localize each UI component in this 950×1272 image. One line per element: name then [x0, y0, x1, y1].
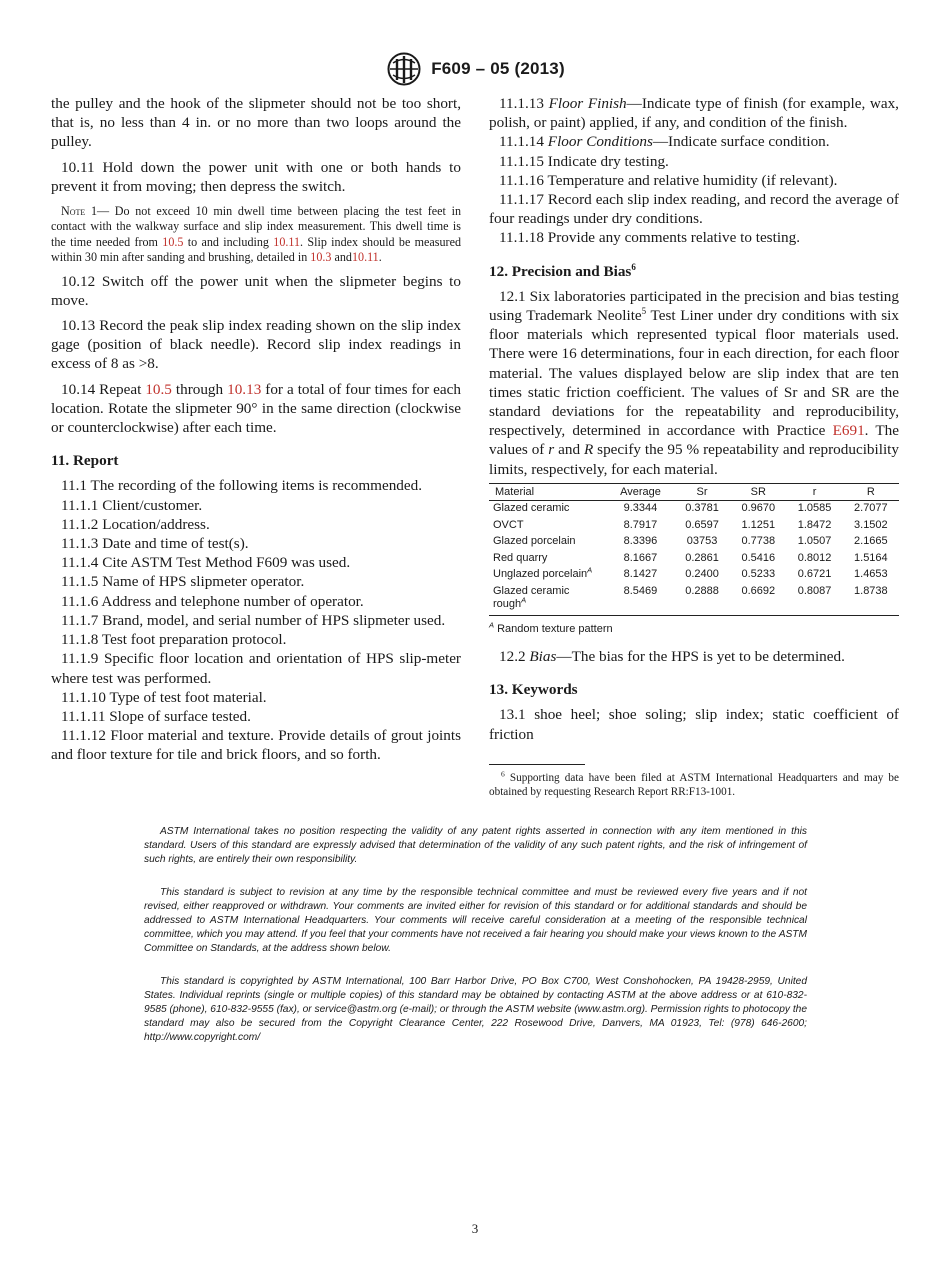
table-cell: 0.3781: [685, 502, 719, 515]
item-11-1-15: 11.1.15 Indicate dry testing.: [499, 152, 669, 170]
table-row: [489, 567, 899, 584]
table-row: [489, 551, 899, 568]
section-12-title: 12. Precision and Bias: [489, 262, 632, 280]
footnote-6: [489, 771, 899, 800]
footnote-text: Supporting data have been filed at ASTM International Headquarters and may be obtained by requesting Research Report RR:F13-1001.: [489, 771, 899, 799]
footnote-mark: 6: [501, 769, 505, 779]
astm-logo-icon: [385, 52, 423, 86]
p121-e: specify the 95 % repeatability and reproducibility limits, respectively, for each material.: [489, 441, 899, 478]
item-11-1-13: [489, 94, 899, 132]
item-11-1-3: 11.1.3 Date and time of test(s).: [61, 535, 249, 553]
right-column: [489, 94, 899, 800]
note-text-c: . Slip index should be measured within 30 min after sanding and brushing, detailed in: [51, 234, 461, 265]
material-name: Glazed ceramic: [493, 502, 570, 515]
table-row: [489, 584, 899, 616]
paragraph-12-2: [489, 647, 899, 666]
note-text-d: and: [331, 250, 352, 265]
table-cell: 03753: [686, 535, 718, 548]
table-cell-material: [489, 567, 607, 584]
table-cell: 1.5164: [854, 551, 888, 564]
table-cell: 1.0585: [797, 502, 832, 515]
table-header: SR: [730, 483, 786, 501]
p121-c: . The values of: [489, 422, 899, 459]
table-header: Material: [489, 483, 607, 501]
p121-R: R: [583, 441, 594, 459]
table-cell: 8.1427: [623, 568, 658, 581]
item-11-1-13-text: —Indicate type of finish (for example, wax, polish, or paint) applied, if any, and condition of the finish.: [489, 95, 899, 132]
paragraph-10-11: 10.11 Hold down the power unit with one or both hands to prevent it from moving; then depress the switch.: [51, 158, 461, 195]
table-cell-material: [489, 534, 607, 551]
section-12-heading: [489, 262, 899, 281]
table-cell-material: [489, 584, 607, 616]
table-header: Sr: [674, 483, 730, 501]
table-cell: 0.8012: [797, 551, 832, 564]
left-column: [51, 94, 461, 765]
table-cell: 0.6692: [730, 584, 786, 616]
document-title: F609 – 05 (2013): [431, 59, 565, 78]
item-11-1-10: 11.1.10 Type of test foot material.: [61, 688, 267, 706]
table-footnote: [489, 620, 899, 639]
paragraph-10-13: 10.13 Record the peak slip index reading shown on the slip index gage (position of black needle). Record slip index readings in excess of 8 as >8.: [51, 317, 461, 373]
footnote-ref-6: 6: [631, 261, 636, 272]
table-header: Average: [607, 483, 674, 501]
p122-text: —The bias for the HPS is yet to be determined.: [556, 648, 845, 666]
paragraph-10-14: [51, 380, 461, 438]
legal-patent-notice: ASTM International takes no position respecting the validity of any patent rights asserted in connection with any item mentioned in this standard. Users of this standard are expressly advised that determination of the validity of any such patent rights, and the risk of infringement of such rights, are entirely their own responsibility.: [144, 826, 807, 865]
p1014-text-b: through: [171, 380, 228, 398]
item-11-1-16: 11.1.16 Temperature and relative humidity (if relevant).: [499, 171, 838, 189]
table-cell: 0.8087: [786, 584, 842, 616]
material-name: Glazed ceramic rough: [493, 584, 570, 611]
table-cell: 0.2861: [685, 551, 719, 564]
table-cell: 0.5416: [741, 551, 776, 564]
table-cell: 8.7917: [623, 518, 658, 531]
note-text-a: — Do not exceed 10 min dwell time between placing the test feet in contact with the walkway surface and slip index measurement. This dwell time is the time needed from: [51, 204, 461, 249]
item-11-1-2: 11.1.2 Location/address.: [61, 515, 210, 533]
table-cell: 9.3344: [623, 502, 658, 515]
table-header: r: [786, 483, 842, 501]
paragraph-13-1: 13.1 shoe heel; shoe soling; slip index; static coefficient of friction: [489, 706, 899, 743]
material-name: Unglazed porcelain: [493, 568, 588, 581]
paragraph-12-1: [489, 287, 899, 479]
item-11-1-9: 11.1.9 Specific floor location and orientation of HPS slip-meter where test was performed.: [51, 650, 461, 687]
paragraph-continuation: the pulley and the hook of the slipmeter should not be too short, that is, no less than 4 in. or no more than two loops around the pulley.: [51, 95, 461, 151]
precision-table: [489, 483, 899, 616]
table-cell: 0.2888: [674, 584, 730, 616]
ref-link-10-3[interactable]: 10.3: [310, 250, 332, 265]
item-11-1: 11.1 The recording of the following items is recommended.: [61, 477, 423, 495]
ref-link-e691[interactable]: E691: [832, 422, 865, 440]
material-name: OVCT: [493, 518, 524, 531]
table-cell: 2.7077: [854, 502, 888, 515]
ref-link-10-5[interactable]: 10.5: [162, 234, 184, 249]
table-footnote-text: Random texture pattern: [494, 622, 613, 635]
note-label: Note 1: [61, 204, 98, 219]
section-13-heading: 13. Keywords: [489, 681, 578, 699]
table-cell: 1.4653: [854, 568, 888, 581]
p122-term: Bias: [529, 648, 557, 666]
p1014-text-a: 10.14 Repeat: [61, 380, 146, 398]
table-row: [489, 518, 899, 535]
item-11-1-18: 11.1.18 Provide any comments relative to testing.: [499, 229, 801, 247]
item-11-1-8: 11.1.8 Test foot preparation protocol.: [61, 631, 287, 649]
ref-link-10-13[interactable]: 10.13: [227, 380, 262, 398]
table-cell: 1.8738: [843, 584, 899, 616]
footnote-rule: [489, 764, 585, 765]
item-11-1-6: 11.1.6 Address and telephone number of operator.: [61, 592, 364, 610]
table-cell: 3.1502: [854, 518, 888, 531]
table-cell: 1.0507: [797, 535, 832, 548]
p121-a: 12.1 Six laboratories participated in the precision and bias testing using Trademark Neolite: [489, 287, 899, 325]
ref-link-10-11[interactable]: 10.11: [273, 234, 301, 249]
item-11-1-4: 11.1.4 Cite ASTM Test Method F609 was used.: [61, 554, 351, 572]
table-header-row: [489, 483, 899, 501]
ref-link-10-5c[interactable]: 10.5: [145, 380, 172, 398]
table-row: [489, 501, 899, 518]
footnote-ref-5: 5: [641, 305, 647, 316]
item-11-1-14-term: Floor Conditions: [547, 133, 653, 151]
item-11-1-11: 11.1.11 Slope of surface tested.: [61, 707, 251, 725]
item-11-1-17: 11.1.17 Record each slip index reading, and record the average of four readings under dry conditions.: [489, 191, 899, 228]
p121-r: r: [548, 441, 555, 459]
table-cell: 1.1251: [741, 518, 776, 531]
p121-d: and: [554, 441, 584, 459]
material-sup: A: [521, 595, 527, 605]
table-row: [489, 534, 899, 551]
table-cell: 1.8472: [797, 518, 832, 531]
p121-b: Test Liner under dry conditions with six floor materials which represented typical floor materials used. There were 16 determinations, four in each direction, for each floor material. The values displayed below are slip index that are ten times static friction coefficient. The values of Sr and SR are the standard deviations for the repeatability and reproducibility, respectively, determined in accordance with Practice: [489, 307, 899, 440]
table-cell-material: [489, 501, 607, 518]
page-number: 3: [471, 1221, 479, 1236]
table-cell: 0.5233: [741, 568, 776, 581]
p1014-text-c: for a total of four times for each location. Rotate the slipmeter 90° in the same direction (clockwise or counterclockwise) after each time.: [51, 380, 461, 437]
item-11-1-13-term: Floor Finish: [548, 95, 627, 112]
note-1: [51, 204, 461, 266]
table-cell: 0.2400: [685, 568, 719, 581]
table-cell: 0.9670: [741, 502, 776, 515]
item-11-1-1: 11.1.1 Client/customer.: [61, 496, 203, 514]
table-cell: 8.5469: [607, 584, 674, 616]
ref-link-10-11b[interactable]: 10.11: [351, 250, 379, 265]
item-11-1-14-num: 11.1.14: [499, 133, 548, 151]
table-cell-material: [489, 518, 607, 535]
table-cell: 0.7738: [741, 535, 776, 548]
item-11-1-12: 11.1.12 Floor material and texture. Provide details of grout joints and floor texture for tile and brick floors, and so forth.: [51, 727, 461, 764]
note-text-b: to and including: [183, 234, 274, 249]
item-11-1-14: [489, 132, 899, 151]
table-footnote-mark: A: [489, 620, 495, 630]
item-11-1-5: 11.1.5 Name of HPS slipmeter operator.: [61, 573, 305, 591]
section-11-heading: 11. Report: [51, 452, 119, 470]
legal-copyright-notice: This standard is copyrighted by ASTM International, 100 Barr Harbor Drive, PO Box C700, West Conshohocken, PA 19428-2959, United States. Individual reprints (single or multiple copies) of this standard may be obtained by contacting ASTM at the above address or at 610-832-9585 (phone), 610-832-9555 (fax), or service@astm.org (e-mail); or through the ASTM website (www.astm.org). Permission rights to photocopy the standard may also be secured from the Copyright Clearance Center, 222 Rosewood Drive, Danvers, MA 01923, Tel: (978) 646-2600; http://www.copyright.com/: [144, 976, 807, 1043]
material-name: Glazed porcelain: [493, 535, 576, 548]
table-header: R: [843, 483, 899, 501]
page-header: [0, 52, 950, 86]
legal-revision-notice: This standard is subject to revision at any time by the responsible technical committee and must be reviewed every five years and if not revised, either reapproved or withdrawn. Your comments are invited either for revision of this standard or for additional standards and should be addressed to ASTM International Headquarters. Your comments will receive careful consideration at a meeting of the responsible technical committee, which you may attend. If you feel that your comments have not received a fair hearing you should make your views known to the ASTM Committee on Standards, at the address shown below.: [144, 887, 807, 954]
table-cell: 8.3396: [623, 535, 658, 548]
item-11-1-7: 11.1.7 Brand, model, and serial number of HPS slipmeter used.: [61, 611, 446, 629]
item-11-1-13-num: 11.1.13: [499, 95, 549, 112]
table-cell: 0.6597: [685, 518, 719, 531]
material-name: Red quarry: [493, 551, 548, 564]
material-sup: A: [587, 565, 593, 575]
note-text-e: .: [378, 250, 382, 265]
item-11-1-14-text: —Indicate surface condition.: [652, 133, 830, 151]
table-cell: 0.6721: [797, 568, 832, 581]
paragraph-10-12: 10.12 Switch off the power unit when the slipmeter begins to move.: [51, 272, 461, 309]
table-cell: 2.1665: [854, 535, 888, 548]
p122-num: 12.2: [499, 648, 530, 666]
table-cell: 8.1667: [623, 551, 658, 564]
